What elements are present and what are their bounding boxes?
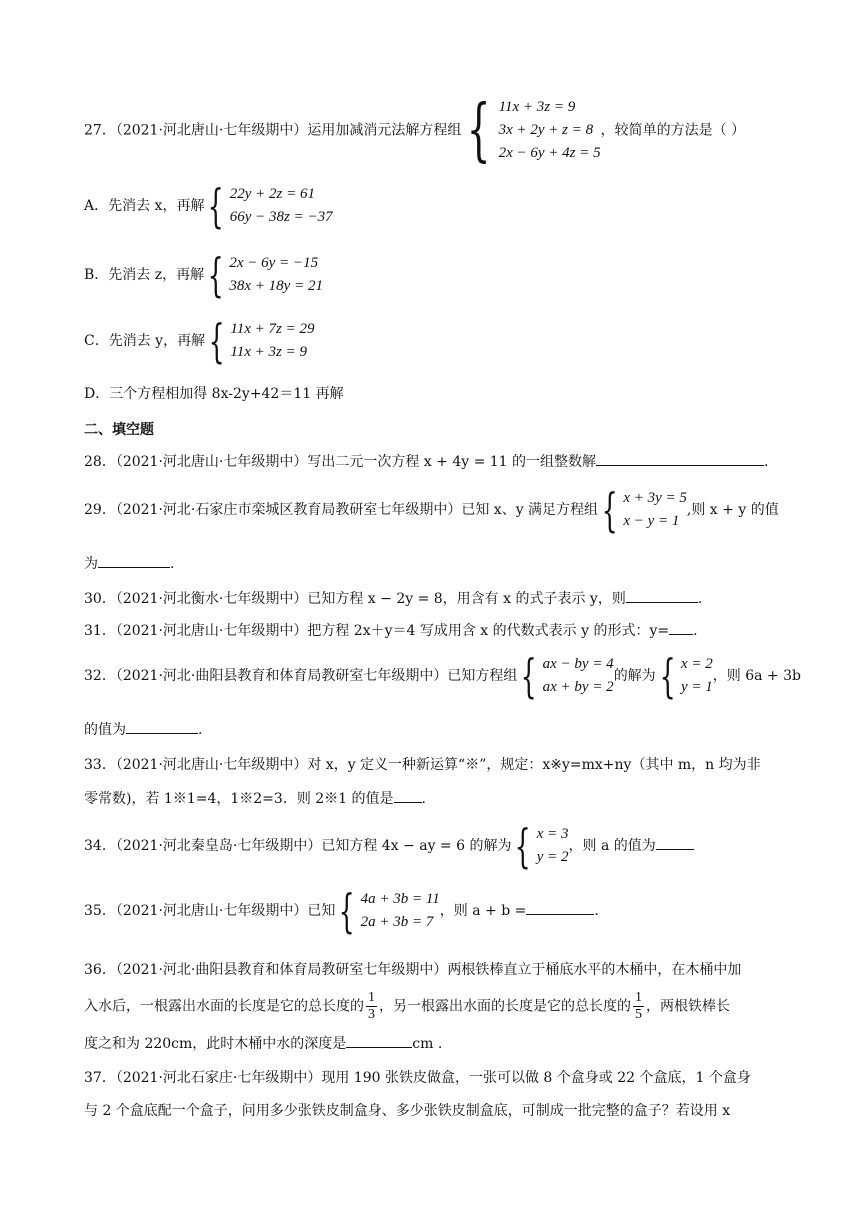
- q32-text: 32．（2021·河北·曲阳县教育和体育局教研室七年级期中）已知方程组: [84, 668, 518, 684]
- q35-end: .: [594, 903, 599, 919]
- q27-eq-3: 2x − 6y + 4z = 5: [498, 145, 601, 161]
- question-36-line-2: [84, 990, 730, 1023]
- q37-line1: 37．（2021·河北石家庄·七年级期中）现用 190 张铁皮做盒，一张可以做 8 个盒身或 22 个盒底，1 个盒身: [84, 1070, 751, 1086]
- q36-fraction-1: [366, 990, 377, 1023]
- q32-line2: 的值为: [84, 722, 126, 738]
- q32-eq-1: ax − by = 4: [542, 656, 614, 672]
- q30-text: 30．（2021·河北衡水·七年级期中）已知方程 x − 2y = 8，用含有 x 的式子表示 y，则: [84, 591, 626, 607]
- question-28: [84, 451, 768, 472]
- question-36: [84, 960, 741, 980]
- q32-answer-blank[interactable]: [126, 719, 198, 734]
- q32-sol-1: x = 2: [680, 656, 713, 672]
- q31-answer-blank[interactable]: [669, 620, 693, 635]
- q33-answer-blank[interactable]: [394, 788, 422, 803]
- q27-c-eq-2: 11x + 3z = 9: [230, 344, 307, 360]
- question-37-line-2: [84, 1101, 730, 1121]
- q27-a-eq-1: 22y + 2z = 61: [229, 186, 315, 202]
- q36-frac2-num: 1: [635, 990, 642, 1005]
- q28-answer-blank[interactable]: [596, 451, 764, 466]
- section-title: 二、填空题: [84, 422, 154, 438]
- q29-eq-2: x − y = 1: [623, 513, 680, 529]
- question-32-line-2: [84, 719, 202, 740]
- q34-sol-2: y = 2: [536, 849, 569, 865]
- q36-frac1-num: 1: [368, 990, 375, 1005]
- q34-after: ，则 a 的值为: [568, 838, 656, 854]
- q30-answer-blank[interactable]: [626, 588, 698, 603]
- q31-end: .: [693, 623, 698, 639]
- q36-line3b: cm .: [412, 1036, 443, 1052]
- q27-option-b: [84, 248, 323, 302]
- q27-option-c-label: C．先消去 y，再解: [84, 333, 206, 349]
- q32-sol-2: y = 1: [680, 679, 713, 695]
- question-33: [84, 755, 761, 775]
- question-31: [84, 620, 698, 641]
- q27-option-d-label: D．三个方程相加得 8x-2y+42＝11 再解: [84, 386, 344, 402]
- q37-line2: 与 2 个盒底配一个盒子，问用多少张铁皮制盒身、多少张铁皮制盒底，可制成一批完整的盒子？若设用 x: [84, 1103, 731, 1119]
- q33-line2: 零常数)，若 1※1=4，1※2=3．则 2※1 的值是: [84, 791, 394, 807]
- q29-end: .: [170, 556, 175, 572]
- question-37: [84, 1068, 751, 1088]
- q29-answer-blank[interactable]: [98, 553, 170, 568]
- q27-a-eq-2: 66y − 38z = −37: [229, 209, 333, 225]
- q33-end: .: [421, 791, 426, 807]
- question-29: [84, 483, 779, 537]
- question-29-line-2: [84, 553, 174, 574]
- question-32: [84, 649, 801, 703]
- q32-end: .: [198, 722, 203, 738]
- q36-line2a: 入水后，一根露出水面的长度是它的总长度的: [84, 998, 364, 1015]
- q27-b-eq-1: 2x − 6y = −15: [229, 255, 319, 271]
- q27-c-eq-1: 11x + 7z = 29: [230, 321, 315, 337]
- q27-option-c-system: { 11x + 7z = 29 11x + 3z = 9: [208, 314, 315, 368]
- q34-answer-blank[interactable]: [656, 835, 694, 850]
- q32-equation-system: { ax − by = 4 ax + by = 2: [520, 649, 614, 703]
- q32-after: ，则 6a + 3b: [712, 668, 801, 684]
- q32-solution-system: { x = 2 y = 1: [659, 649, 713, 703]
- question-30: [84, 588, 702, 609]
- question-36-line-3: [84, 1033, 442, 1054]
- q35-eq-1: 4a + 3b = 11: [360, 891, 440, 907]
- q27-option-b-label: B．先消去 z，再解: [84, 267, 205, 283]
- q27-equation-system: { 11x + 3z = 9 3x + 2y + z = 8 2x − 6y + 4z = 5: [467, 90, 601, 170]
- q36-frac1-den: 3: [368, 1007, 375, 1022]
- question-35: [84, 884, 599, 938]
- q27-eq-2: 3x + 2y + z = 8: [498, 122, 594, 138]
- q28-end: .: [764, 454, 769, 470]
- q29-eq-1: x + 3y = 5: [623, 490, 687, 506]
- question-27-suffix: ，较简单的方法是（ ）: [600, 122, 746, 139]
- question-34: [84, 819, 694, 873]
- question-27: [84, 90, 746, 170]
- q34-solution-system: { x = 3 y = 2: [515, 819, 569, 873]
- q34-sol-1: x = 3: [536, 826, 569, 842]
- q27-eq-1: 11x + 3z = 9: [498, 99, 576, 115]
- q35-answer-blank[interactable]: [526, 900, 594, 915]
- q29-equation-system: { x + 3y = 5 x − y = 1: [601, 483, 687, 537]
- question-33-line-2: [84, 788, 426, 809]
- q35-after: ，则 a + b =: [439, 903, 527, 919]
- q29-text: 29．（2021·河北·石家庄市栾城区教育局教研室七年级期中）已知 x、y 满足方程组: [84, 502, 599, 518]
- q27-option-a-system: { 22y + 2z = 61 66y − 38z = −37: [208, 179, 333, 233]
- q31-text: 31．（2021·河北唐山·七年级期中）把方程 2x＋y＝4 写成用含 x 的代数式表示 y 的形式：y=: [84, 623, 670, 639]
- q36-line3a: 度之和为 220cm，此时木桶中水的深度是: [84, 1036, 347, 1052]
- q36-line2b: ，另一根露出水面的长度是它的总长度的: [379, 998, 631, 1015]
- q28-text: 28．（2021·河北唐山·七年级期中）写出二元一次方程 x + 4y = 11 的一组整数解: [84, 454, 597, 470]
- q34-text: 34．（2021·河北秦皇岛·七年级期中）已知方程 4x − ay = 6 的解为: [84, 838, 512, 854]
- q33-line1: 33．（2021·河北唐山·七年级期中）对 x，y 定义一种新运算“※”，规定：x※y=mx+ny（其中 m，n 均为非: [84, 757, 761, 773]
- q35-eq-2: 2a + 3b = 7: [360, 914, 434, 930]
- q27-option-a: [84, 179, 333, 233]
- q27-option-b-system: { 2x − 6y = −15 38x + 18y = 21: [207, 248, 323, 302]
- q36-line1: 36．（2021·河北·曲阳县教育和体育局教研室七年级期中）两根铁棒直立于桶底水平的木桶中，在木桶中加: [84, 962, 742, 978]
- q36-answer-blank[interactable]: [346, 1033, 412, 1048]
- q36-line2c: ，两根铁棒长: [646, 998, 730, 1015]
- q35-text: 35．（2021·河北唐山·七年级期中）已知: [84, 903, 336, 919]
- question-27-prefix: 27．（2021·河北唐山·七年级期中）运用加减消元法解方程组: [84, 122, 462, 139]
- q35-equation-system: { 4a + 3b = 11 2a + 3b = 7: [338, 884, 440, 938]
- q27-option-c: [84, 314, 315, 368]
- q29-after: ,则 x + y 的值: [686, 502, 779, 518]
- q32-mid: 的解为: [613, 668, 656, 684]
- q27-b-eq-2: 38x + 18y = 21: [229, 278, 323, 294]
- q36-fraction-2: [633, 990, 644, 1023]
- q27-option-d: [84, 384, 344, 404]
- q32-eq-2: ax + by = 2: [542, 679, 614, 695]
- q36-frac2-den: 5: [635, 1007, 642, 1022]
- q27-option-a-label: A．先消去 x，再解: [84, 198, 205, 214]
- q29-line2: 为: [84, 556, 98, 572]
- q30-end: .: [697, 591, 703, 607]
